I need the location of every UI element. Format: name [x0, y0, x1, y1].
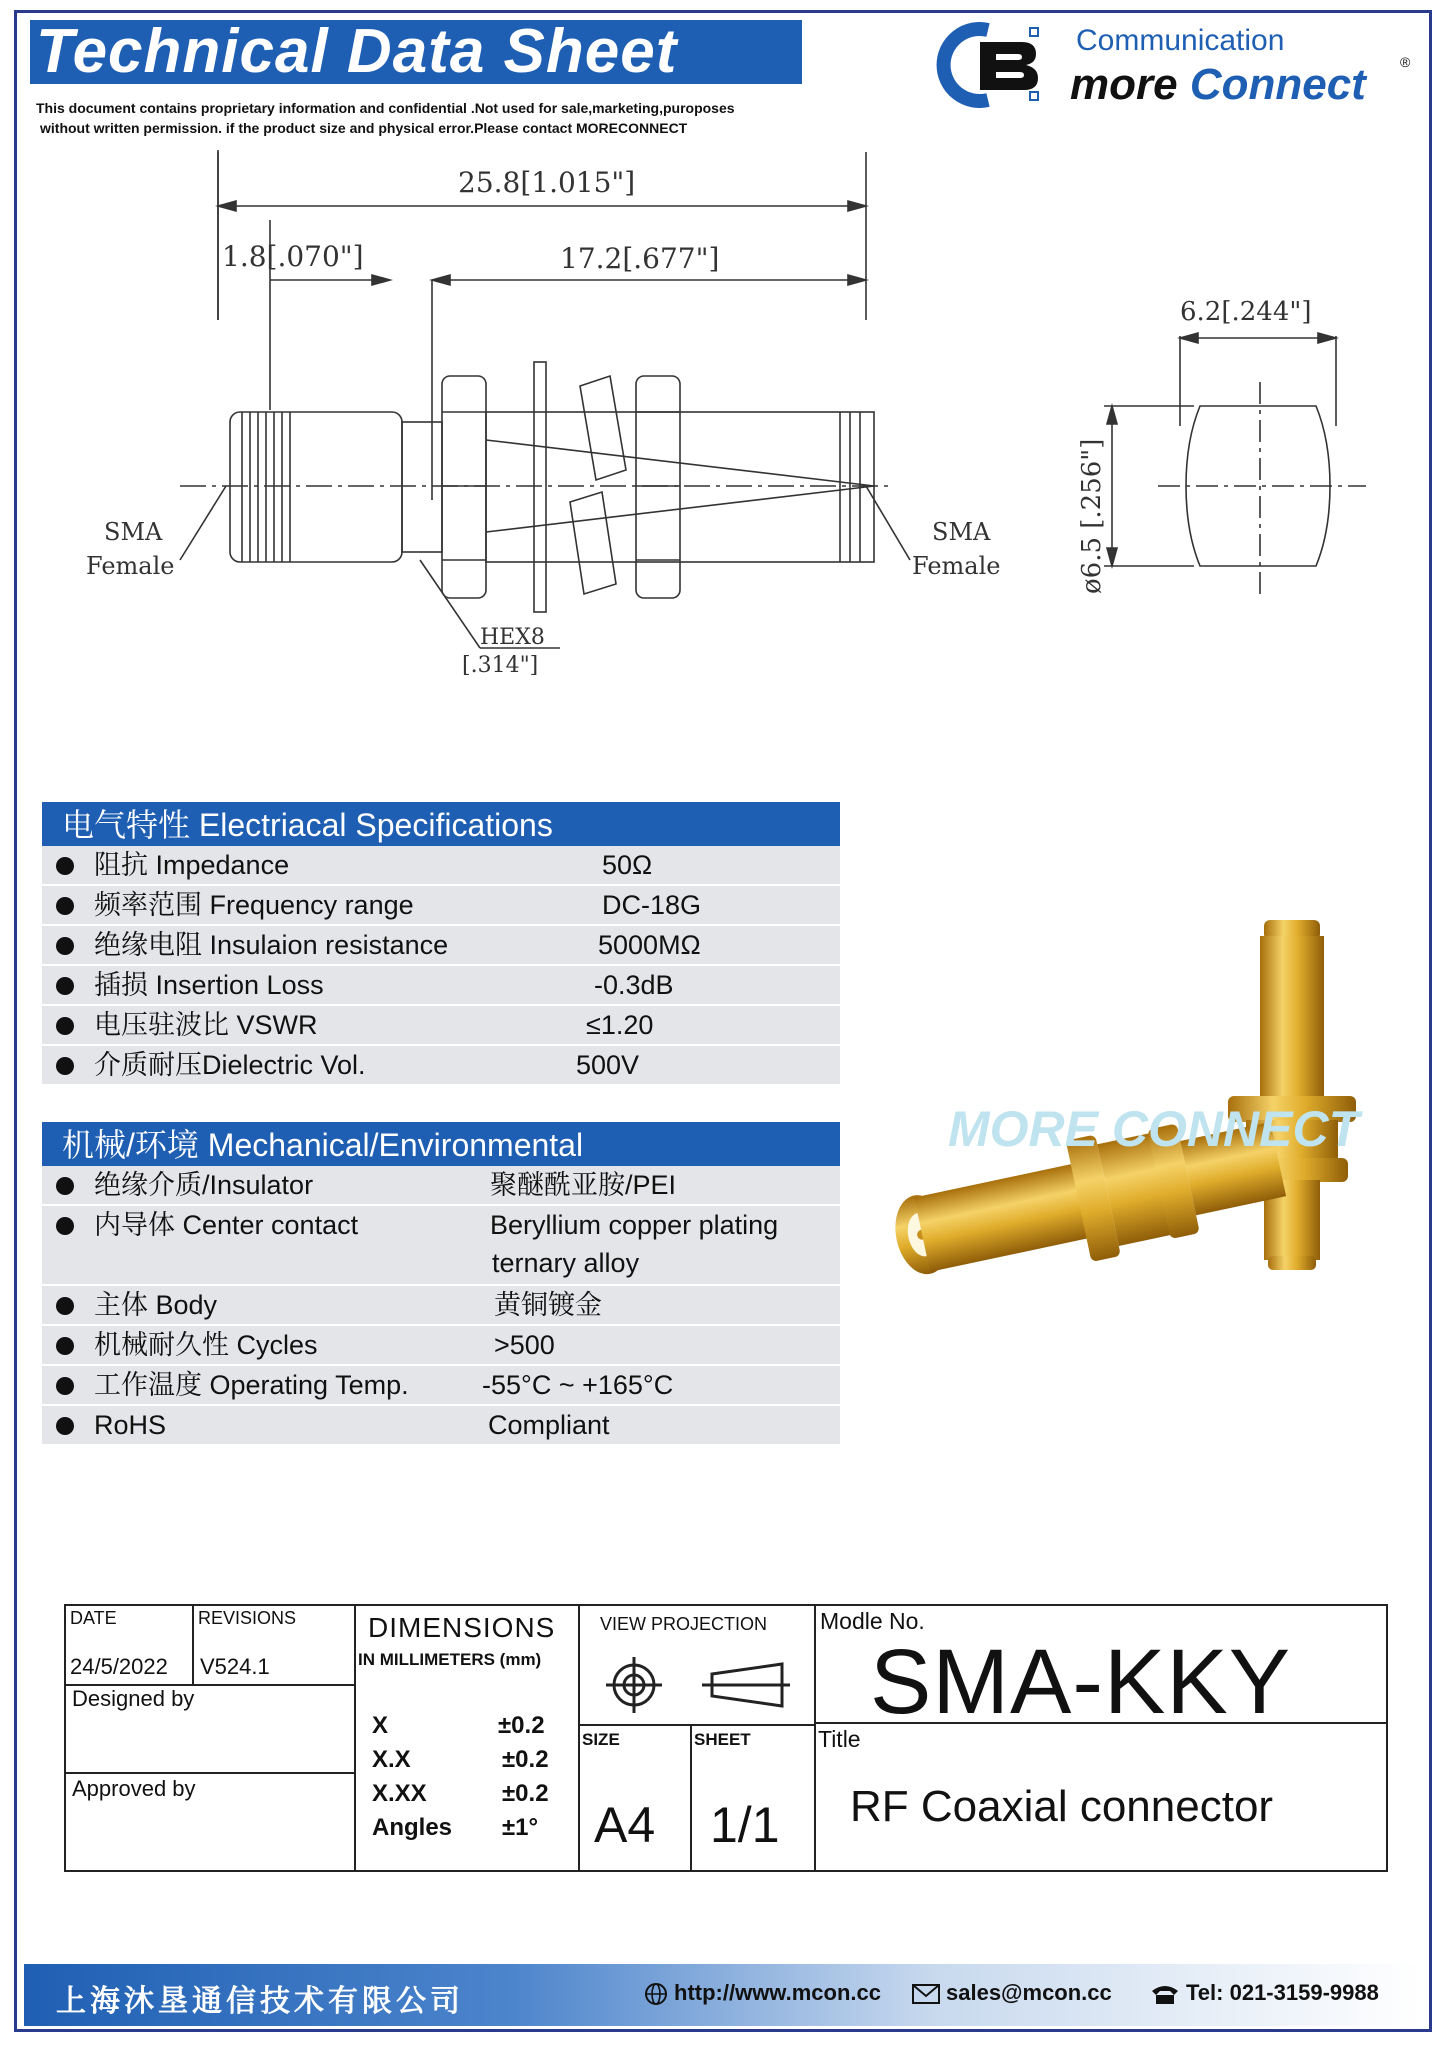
bullet-icon: [56, 1177, 74, 1195]
spec-label: 介质耐压Dielectric Vol.: [94, 1050, 366, 1080]
company-logo-icon: [930, 22, 1050, 108]
technical-drawing: [60, 150, 1400, 690]
dim-width: 6.2[.244"]: [1180, 297, 1312, 327]
bullet-icon: [56, 937, 74, 955]
revisions-label: REVISIONS: [198, 1608, 297, 1628]
brand-more: more: [1070, 60, 1190, 109]
spec-value: 5000MΩ: [598, 930, 701, 960]
spec-row: [42, 1046, 840, 1086]
spec-label: 电压驻波比 VSWR: [94, 1010, 318, 1040]
spec-value: 黄铜镀金: [494, 1290, 602, 1320]
sheet-label: SHEET: [694, 1730, 751, 1749]
bullet-icon: [56, 1377, 74, 1395]
spec-label: 绝缘电阻 Insulaion resistance: [94, 930, 449, 960]
footer-email[interactable]: [912, 1980, 1112, 2006]
spec-row: [42, 966, 840, 1006]
bullet-icon: [56, 857, 74, 875]
projection-symbol-icon: [604, 1656, 792, 1714]
spec-label: 工作温度 Operating Temp.: [94, 1370, 409, 1400]
spec-label: 插损 Insertion Loss: [94, 970, 324, 1000]
spec-value: -0.3dB: [594, 970, 674, 1000]
spec-label: 阻抗 Impedance: [94, 850, 290, 880]
view-projection-label: VIEW PROJECTION: [600, 1614, 768, 1634]
spec-value: -55°C ~ +165°C: [482, 1370, 674, 1400]
spec-label: 机械耐久性 Cycles: [94, 1330, 318, 1360]
hex-label: HEX8: [480, 625, 545, 650]
tolerance-value: ±0.2: [502, 1746, 549, 1773]
date-value: 24/5/2022: [70, 1654, 168, 1679]
tolerance-key: X: [372, 1712, 389, 1739]
bullet-icon: [56, 1417, 74, 1435]
website-link[interactable]: http://www.mcon.cc: [674, 1980, 881, 2005]
dim-right-length: 17.2[.677"]: [560, 242, 720, 275]
bullet-icon: [56, 1217, 74, 1235]
footer-bar: [24, 1964, 1422, 2026]
spec-row: [42, 1006, 840, 1046]
spec-label: 频率范围 Frequency range: [94, 890, 414, 920]
spec-row: [42, 1366, 840, 1406]
product-title: RF Coaxial connector: [850, 1782, 1274, 1831]
spec-value: Compliant: [488, 1410, 610, 1440]
designed-by-label: Designed by: [72, 1686, 195, 1711]
company-name: 上海沐垦通信技术有限公司: [56, 1985, 464, 2018]
date-label: DATE: [70, 1608, 117, 1628]
bullet-icon: [56, 1017, 74, 1035]
units-label: IN MILLIMETERS (mm): [358, 1650, 542, 1669]
bullet-icon: [56, 1297, 74, 1315]
model-label: Modle No.: [820, 1608, 925, 1634]
size-label: SIZE: [582, 1730, 620, 1749]
brand-tagline: Communication: [1076, 24, 1285, 57]
spec-value-continued: ternary alloy: [492, 1248, 640, 1278]
registered-mark: ®: [1400, 54, 1411, 70]
phone-number: Tel: 021-3159-9988: [1186, 1980, 1379, 2005]
upright-connector: [1228, 920, 1356, 1270]
email-link[interactable]: sales@mcon.cc: [946, 1980, 1112, 2005]
spec-value: DC-18G: [602, 890, 702, 920]
revisions-value: V524.1: [200, 1654, 270, 1679]
model-number: SMA-KKY: [870, 1631, 1292, 1733]
left-port-gender: Female: [86, 552, 175, 580]
footer-phone: [1150, 1980, 1379, 2006]
watermark: MORE CONNECT: [948, 1101, 1360, 1157]
disclaimer: [36, 98, 836, 138]
spec-row: [42, 1206, 840, 1286]
mail-icon: [912, 1983, 940, 2005]
disclaimer-line-1: This document contains proprietary information and confidential .Not used for sale,marketing,puroposes: [36, 100, 735, 116]
mechanical-heading: 机械/环境 Mechanical/Environmental: [42, 1122, 840, 1166]
size-value: A4: [594, 1797, 656, 1853]
bullet-icon: [56, 897, 74, 915]
spec-value: >500: [494, 1330, 555, 1360]
footer-website[interactable]: [644, 1980, 881, 2006]
brand-connect: Connect: [1189, 60, 1366, 109]
spec-label: 内导体 Center contact: [94, 1210, 359, 1240]
spec-value: 500V: [576, 1050, 640, 1080]
bullet-icon: [56, 1337, 74, 1355]
electrical-specifications: [42, 802, 840, 1086]
dim-left-offset: 1.8[.070"]: [222, 240, 364, 273]
spec-label: RoHS: [94, 1410, 167, 1440]
spec-row: [42, 1406, 840, 1446]
spec-row: [42, 886, 840, 926]
tolerance-value: ±0.2: [498, 1712, 545, 1739]
disclaimer-line-2: without written permission. if the product size and physical error.Please contact MORECONNECT: [40, 120, 688, 136]
spec-value: Beryllium copper plating: [490, 1210, 779, 1240]
tolerance-value: ±1°: [502, 1814, 539, 1841]
spec-label: 绝缘介质/Insulator: [94, 1170, 314, 1200]
spec-row: [42, 846, 840, 886]
sheet-value: 1/1: [710, 1797, 780, 1853]
hex-size: [.314"]: [462, 653, 539, 678]
brand-name: [1070, 60, 1366, 110]
spec-value: ≤1.20: [586, 1010, 654, 1040]
dim-diameter: ø6.5 [.256"]: [1077, 438, 1107, 594]
spec-value: 聚醚酰亚胺/PEI: [490, 1170, 677, 1200]
globe-icon: [644, 1982, 668, 2006]
mechanical-specifications: [42, 1122, 840, 1446]
tolerance-key: X.XX: [372, 1780, 427, 1807]
phone-icon: [1150, 1983, 1180, 2005]
electrical-heading: 电气特性 Electriacal Specifications: [42, 802, 840, 846]
right-port-gender: Female: [912, 552, 1001, 580]
tolerance-key: Angles: [372, 1814, 453, 1841]
spec-row: [42, 1166, 840, 1206]
bullet-icon: [56, 977, 74, 995]
dimensions-label: DIMENSIONS: [368, 1612, 556, 1643]
tolerance-key: X.X: [372, 1746, 411, 1773]
document-title: Technical Data Sheet: [30, 20, 802, 84]
left-port-type: SMA: [104, 518, 163, 546]
right-port-type: SMA: [932, 518, 991, 546]
spec-row: [42, 926, 840, 966]
spec-row: [42, 1286, 840, 1326]
spec-value: 50Ω: [602, 850, 653, 880]
spec-row: [42, 1326, 840, 1366]
tolerance-value: ±0.2: [502, 1780, 549, 1807]
bullet-icon: [56, 1057, 74, 1075]
spec-label: 主体 Body: [94, 1290, 218, 1320]
title-label: Title: [818, 1726, 861, 1752]
approved-by-label: Approved by: [72, 1776, 196, 1801]
dim-overall-length: 25.8[1.015"]: [458, 166, 636, 199]
